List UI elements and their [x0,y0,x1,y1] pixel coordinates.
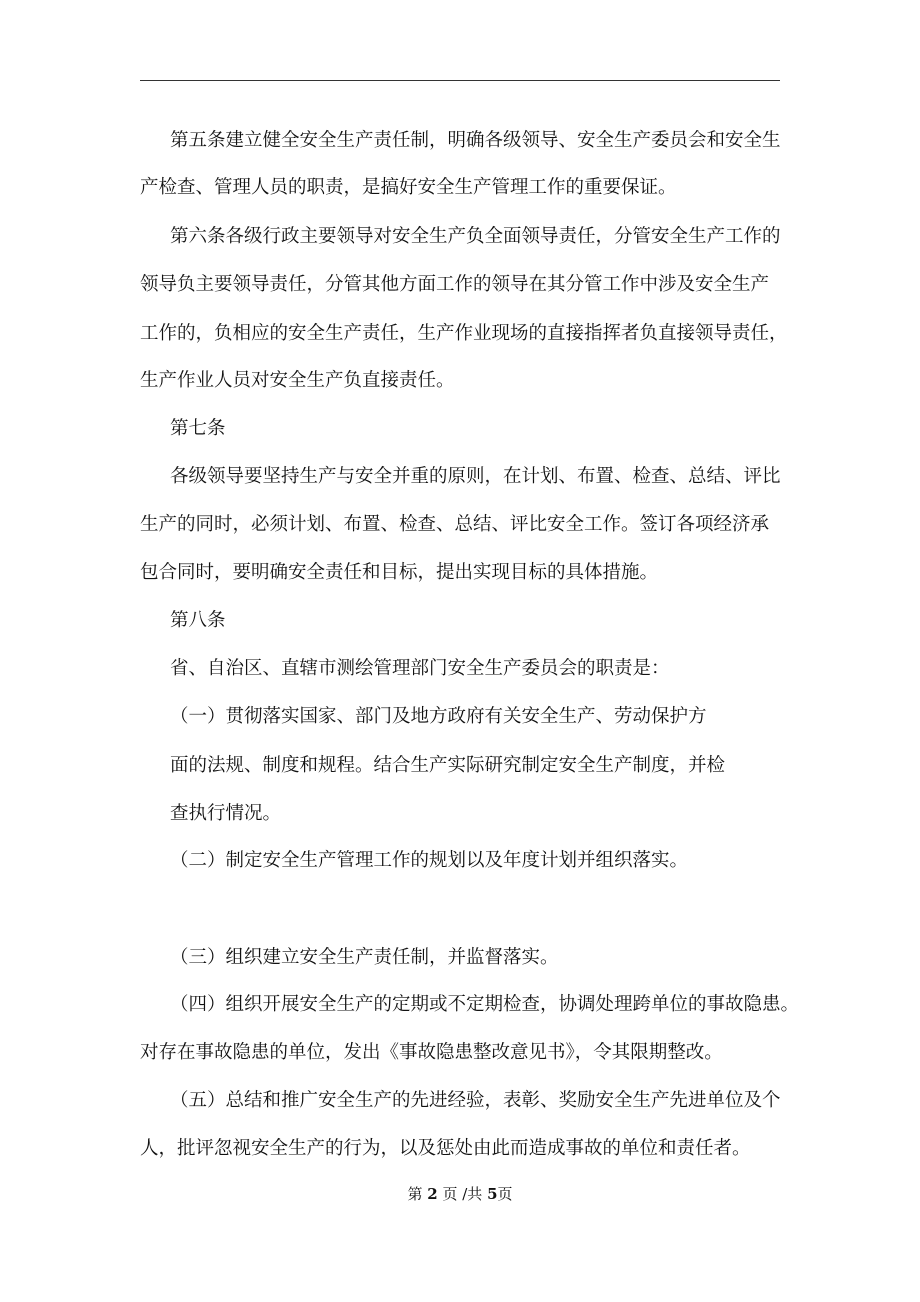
text-line: 面的法规、制度和规程。结合生产实际研究制定安全生产制度，并检 [170,755,726,776]
text-line: 生产的同时，必须计划、布置、检查、总结、评比安全工作。签订各项经济承 [140,514,770,535]
text-line: （一）贯彻落实国家、部门及地方政府有关安全生产、劳动保护方 [170,706,707,727]
text-line: 包合同时，要明确安全责任和目标，提出实现目标的具体措施。 [140,562,659,583]
text-line: （五）总结和推广安全生产的先进经验，表彰、奖励安全生产先进单位及个 [170,1090,781,1111]
text-line: （二）制定安全生产管理工作的规划以及年度计划并组织落实。 [170,850,689,871]
text-line: 各级领导要坚持生产与安全并重的原则，在计划、布置、检查、总结、评比 [170,466,781,487]
text-line: 查执行情况。 [170,803,282,824]
text-line: 领导负主要领导责任，分管其他方面工作的领导在其分管工作中涉及安全生产 [140,274,770,295]
text-line: 生产作业人员对安全生产负直接责任。 [140,370,455,391]
total-page-count: 5 [487,1185,498,1203]
text-line: 对存在事故隐患的单位，发出《事故隐患整改意见书》，令其限期整改。 [140,1042,723,1063]
footer-suffix: 页 [497,1185,513,1203]
page-footer [0,1183,920,1205]
text-line: 人，批评忽视安全生产的行为，以及惩处由此而造成事故的单位和责任者。 [140,1138,751,1159]
text-line: 工作的，负相应的安全生产责任，生产作业现场的直接指挥者负直接领导责任， [140,323,788,344]
text-line: 产检查、管理人员的职责，是搞好安全生产管理工作的重要保证。 [140,177,677,198]
text-line: 省、自治区、直辖市测绘管理部门安全生产委员会的职责是： [170,658,670,679]
section-heading: 第八条 [170,610,226,631]
text-line: （四）组织开展安全生产的定期或不定期检查，协调处理跨单位的事故隐患。 [170,994,800,1015]
footer-prefix: 第 [407,1185,423,1203]
current-page-number: 2 [427,1185,438,1203]
text-line: 第六条各级行政主要领导对安全生产负全面领导责任，分管安全生产工作的 [170,226,781,247]
section-heading: 第七条 [170,418,226,439]
text-line: 第五条建立健全安全生产责任制，明确各级领导、安全生产委员会和安全生 [170,130,781,151]
footer-middle: 页 /共 [442,1185,483,1203]
header-rule [140,80,780,81]
text-line: （三）组织建立安全生产责任制，并监督落实。 [170,947,559,968]
